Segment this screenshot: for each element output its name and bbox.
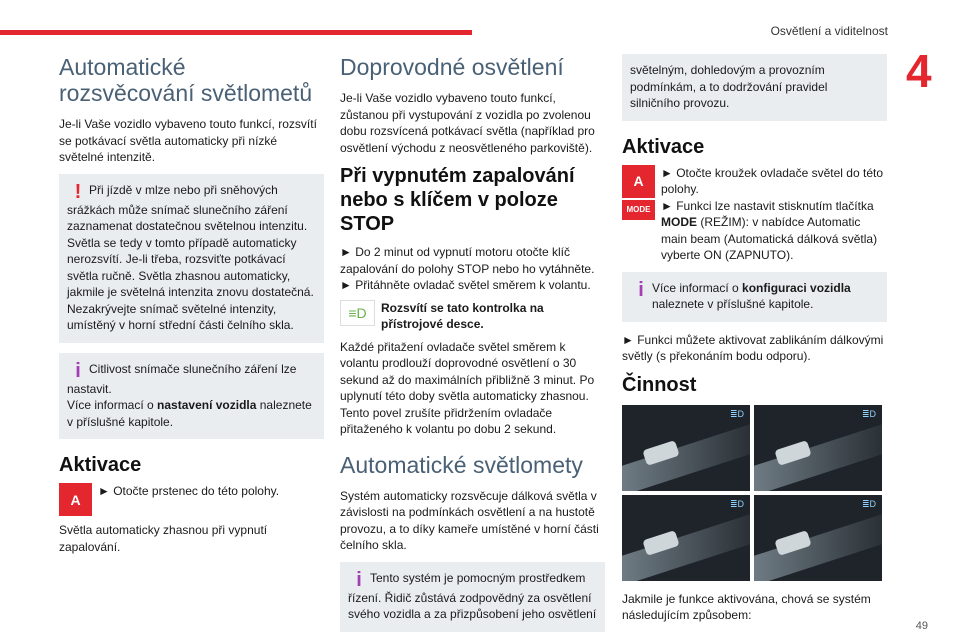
info-text	[652, 280, 877, 313]
header-red-bar	[0, 30, 472, 35]
paragraph: Každé přitažení ovladače světel směrem k volantu prodlouží doprovodné osvětlení o 30 sekund až do maximálních přibližně 3 minut. Po uplynutí této doby světla automaticky zhasnou. Tento povel zrušíte přidržením ovladače přitaženého k volantu po dobu 2 sekund.	[340, 339, 595, 436]
column-3	[622, 54, 887, 630]
page-number: 49	[915, 620, 928, 632]
info-text: Citlivost snímače slunečního záření lze nastavit.	[67, 361, 297, 396]
lamp-text: Rozsvítí se tato kontrolka na přístrojové desce.	[381, 300, 544, 331]
column-1	[59, 54, 324, 561]
step-text: ► Otočte kroužek ovladače světel do této polohy.	[661, 165, 883, 196]
lamp-row	[340, 300, 605, 333]
section-title-auto-lights: Automatické rozsvěcování světlometů	[59, 54, 313, 106]
auto-light-ring-icon: A	[59, 483, 92, 516]
illustration-grid	[622, 405, 887, 581]
chapter-number: 4	[906, 45, 932, 97]
step-text: ► Funkci lze nastavit stisknutím tlačítka	[661, 198, 874, 213]
info-icon: i	[638, 278, 644, 301]
column-2	[340, 54, 605, 642]
paragraph: ► Funkci můžete aktivovat zablikáním dálkovými světly (s překonáním bodu odporu).	[622, 332, 884, 363]
heading-activation: Aktivace	[59, 454, 142, 476]
paragraph: Jakmile je funkce aktivována, chová se systém následujícím způsobem:	[622, 591, 871, 622]
warning-box	[59, 174, 324, 343]
headlamp-icon: ≣D	[729, 498, 744, 509]
info-box	[59, 353, 324, 440]
step-row	[59, 483, 324, 516]
warning-icon: !	[74, 180, 82, 203]
warning-text: Při jízdě v mlze nebo při sněhových srážkách může snímač slunečního záření zaznamenat dostatečnou světelnou intenzitu. Světla se tedy v tomto případě automaticky nerozsvítí. Je-li třeba, rozsviťte potkávací světla ručně. Světla zhasnou automaticky, jakmile je světelná intenzita znovu dostatečná. Nezakrývejte snímač světelné intenzity, umístěný v horní střední části čelního skla.	[67, 182, 314, 332]
night-road-illustration	[754, 405, 882, 491]
headlamp-icon: ≣D	[861, 498, 876, 509]
info-link-text: nastavení vozidla	[157, 398, 257, 412]
night-road-illustration	[754, 495, 882, 581]
section-title-follow-me: Doprovodné osvětlení	[340, 54, 564, 80]
info-box	[622, 272, 887, 322]
info-text: Tento systém je pomocným prostředkem řízení. Řidič zůstává zodpovědný za osvětlení svého vozidla a za přizpůsobení jeho osvětlení	[348, 570, 597, 621]
page-header-title: Osvětlení a viditelnost	[770, 24, 888, 38]
info-text: Více informací o	[67, 398, 158, 412]
paragraph: Je-li Vaše vozidlo vybaveno touto funkcí, zůstanou při vystupování z vozidla po zvolenou dobu rozsvícená potkávací světla (například pro osvětlení východu z neosvětleného parkoviště).	[340, 91, 595, 155]
heading-activation: Aktivace	[622, 135, 705, 158]
info-text: naleznete v příslušné kapitole.	[67, 398, 312, 429]
headlamp-icon: ≣D	[861, 408, 876, 419]
step-text: ► Otočte prstenec do této polohy.	[98, 484, 280, 498]
info-box-continued	[622, 54, 887, 121]
info-box	[340, 562, 605, 632]
headlamp-icon: ≣D	[729, 408, 744, 419]
info-link-text: konfiguraci vozidla	[742, 280, 851, 295]
step-row	[622, 165, 887, 264]
info-text: světelným, dohledovým a provozním podmínkám, a to dodržování pravidel silničního provozu.	[630, 63, 828, 110]
info-text: naleznete v příslušné kapitole.	[652, 297, 814, 311]
step-text	[661, 165, 887, 264]
info-icon: i	[75, 359, 81, 382]
step-text: ► Do 2 minut od vypnutí motoru otočte klíč zapalování do polohy STOP nebo ho vytáhněte.	[340, 245, 595, 276]
headlamp-warning-light-icon: ≡D	[340, 300, 375, 326]
auto-main-beam-icon: A	[622, 165, 655, 198]
night-road-illustration	[622, 495, 750, 581]
mode-button-icon: MODE	[622, 200, 655, 220]
mode-label: MODE	[661, 215, 697, 229]
night-road-illustration	[622, 405, 750, 491]
paragraph: Je-li Vaše vozidlo vybaveno touto funkcí, rozsvítí se potkávací světla automaticky při nízké světelné intenzitě.	[59, 117, 317, 164]
heading-ignition-off: Při vypnutém zapalování nebo s klíčem v poloze STOP	[340, 165, 575, 235]
info-icon: i	[356, 568, 362, 591]
paragraph: Systém automaticky rozsvěcuje dálková světla v závislosti na podmínkách osvětlení a na hustotě provozu, a to díky kameře umístěné v horní části čelního skla.	[340, 488, 599, 552]
step-text: (REŽIM): v nabídce Automatic main beam (Automatická dálková světla) vyberte ON (ZAPNUTO).	[661, 215, 878, 262]
paragraph: Světla automaticky zhasnou při vypnutí zapalování.	[59, 523, 268, 554]
step-text: ► Přitáhněte ovladač světel směrem k volantu.	[340, 278, 591, 292]
info-text: Více informací o	[652, 280, 743, 295]
section-title-auto-headlamps: Automatické světlomety	[340, 451, 583, 478]
heading-operation: Činnost	[622, 373, 697, 396]
icon-stack	[622, 165, 655, 220]
